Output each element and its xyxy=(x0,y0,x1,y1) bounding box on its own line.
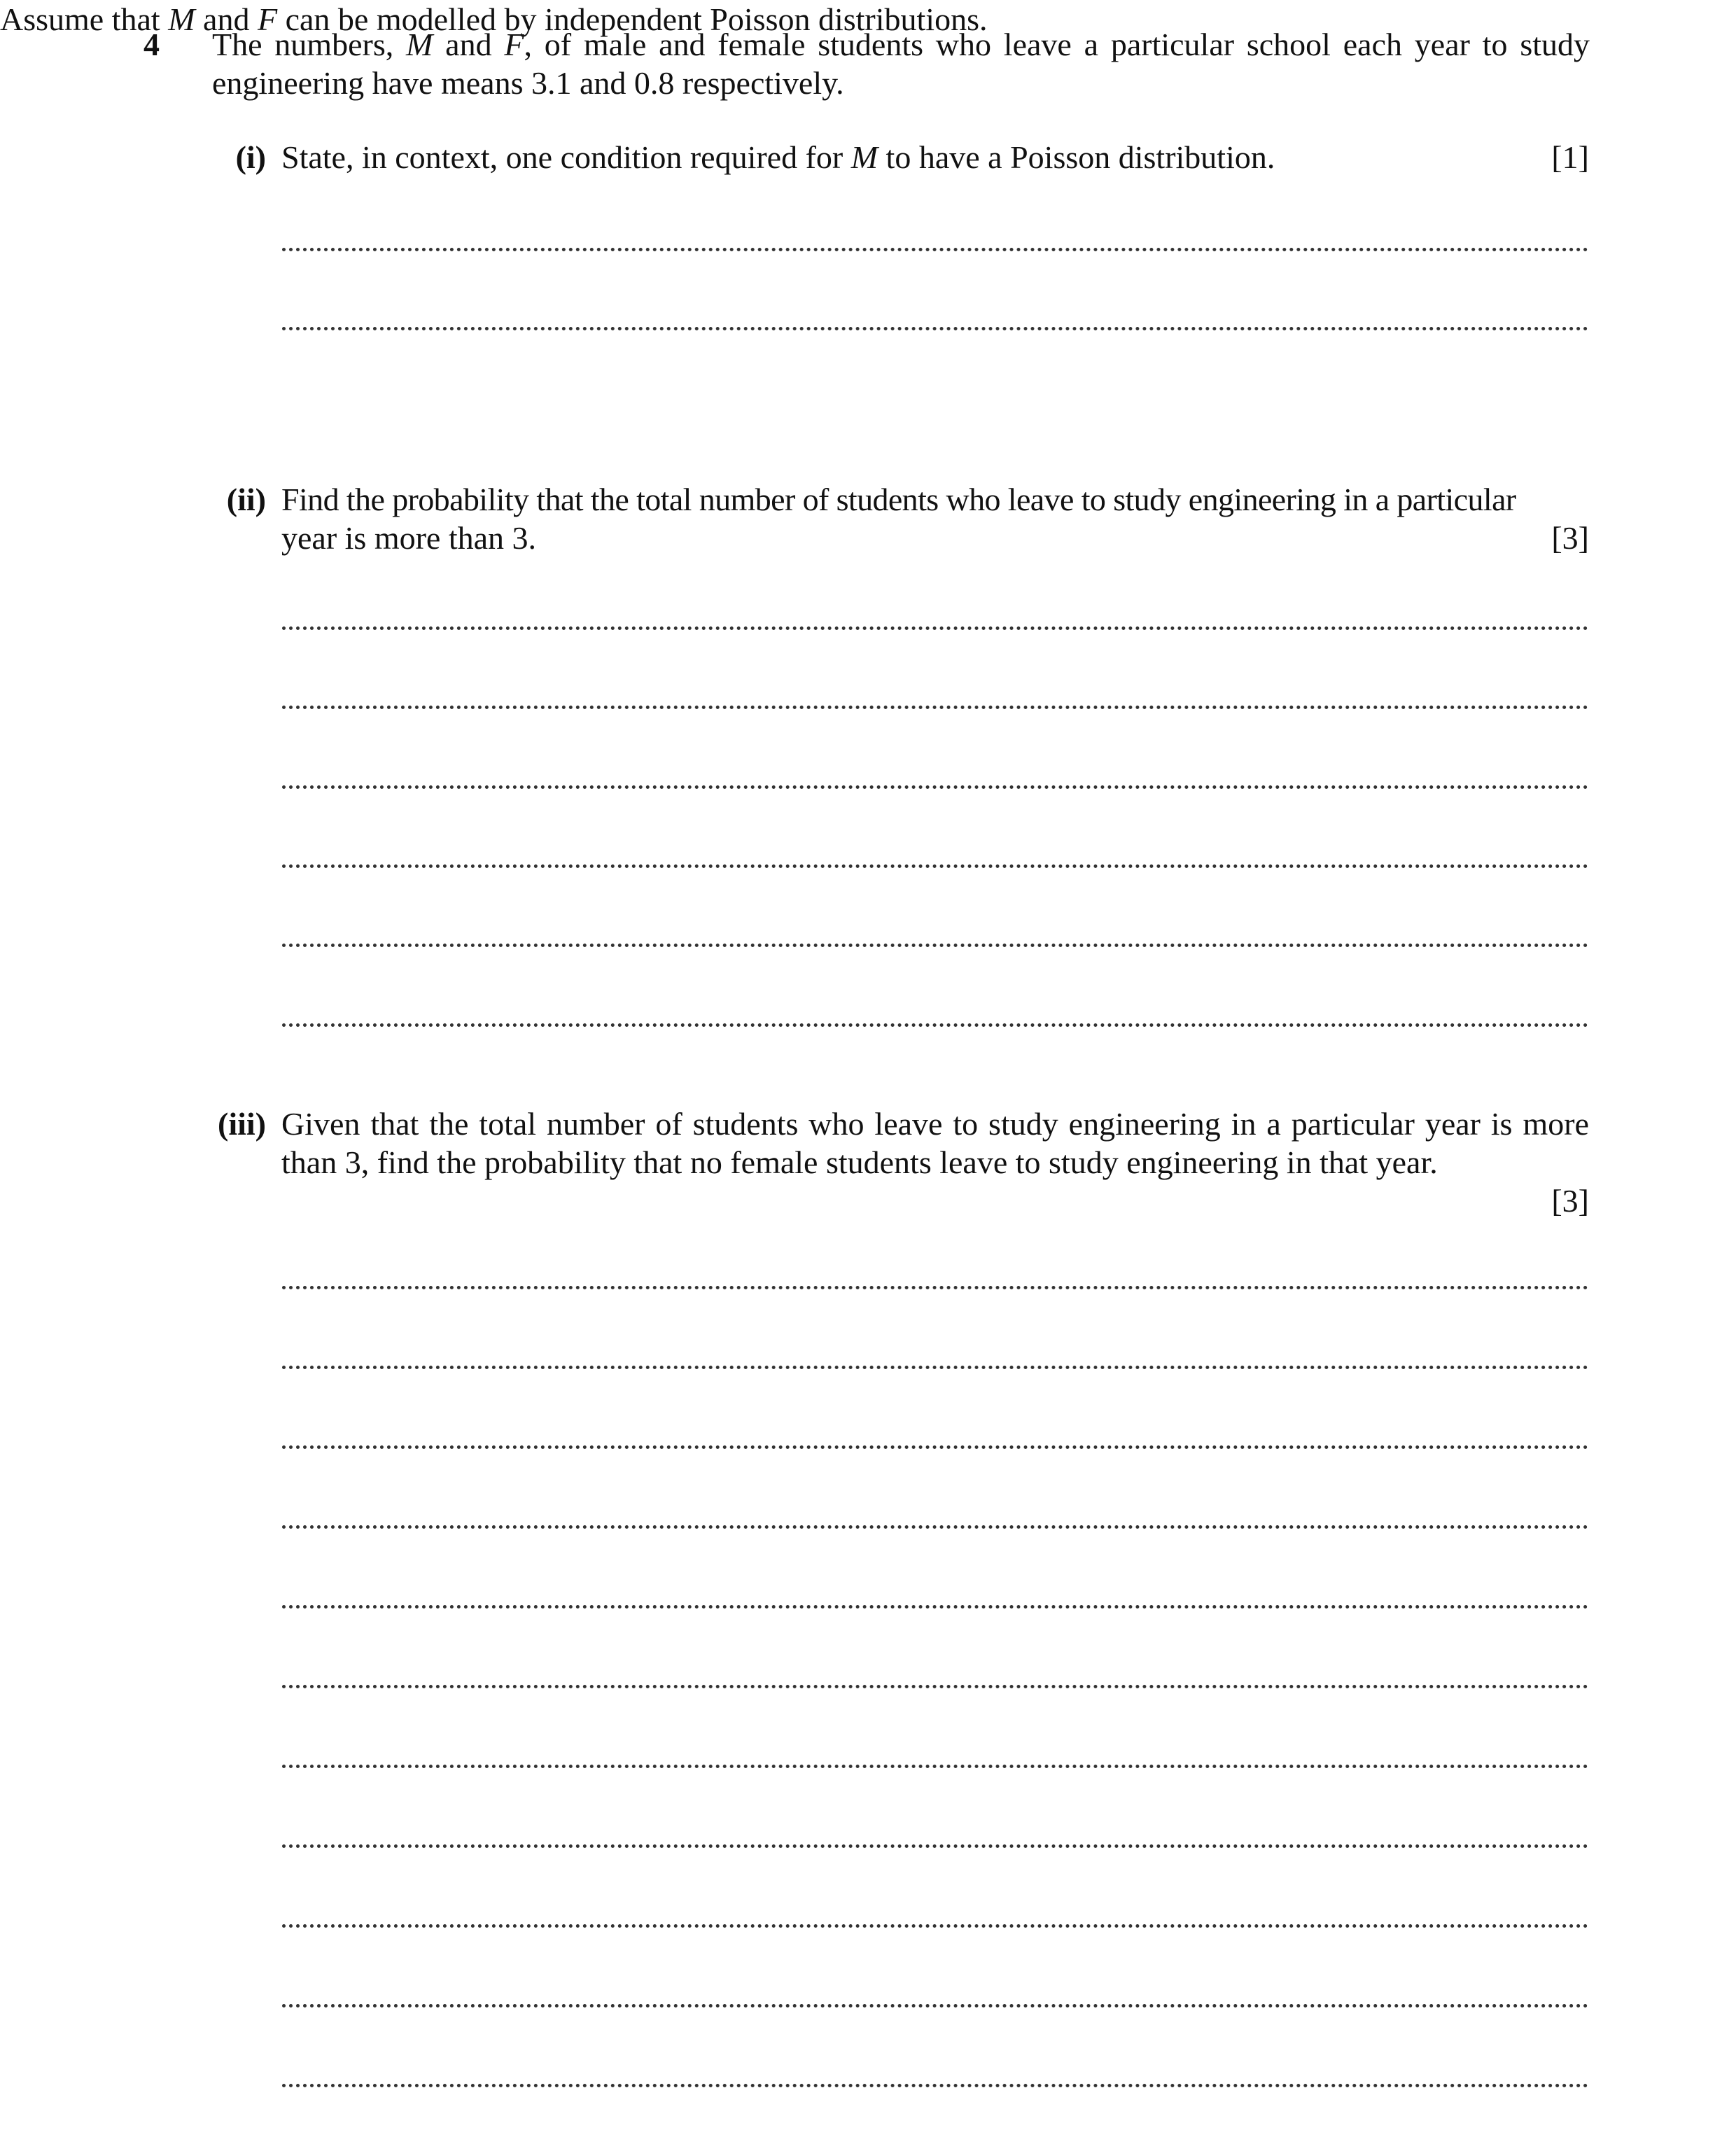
part-iii-marks: [3] xyxy=(1551,1183,1589,1219)
answer-line[interactable] xyxy=(282,1605,1588,1609)
answer-line[interactable] xyxy=(282,327,1588,330)
stem-text-3: , of male and female students who leave a particular school each year to study engineering have means 3.1 and 0.8 respectively. xyxy=(212,27,1590,101)
part-i-text xyxy=(281,138,1589,176)
answer-line[interactable] xyxy=(282,785,1588,789)
answer-line[interactable] xyxy=(282,1685,1588,1688)
part-i-marks: [1] xyxy=(1551,139,1589,175)
answer-line[interactable] xyxy=(282,1844,1588,1848)
answer-line[interactable] xyxy=(282,706,1588,709)
answer-line[interactable] xyxy=(282,1924,1588,1928)
assumption-text xyxy=(0,0,988,38)
question-number: 4 xyxy=(144,27,160,62)
answer-line[interactable] xyxy=(282,626,1588,630)
answer-line[interactable] xyxy=(282,1366,1588,1369)
answer-line[interactable] xyxy=(282,1765,1588,1768)
answer-line[interactable] xyxy=(282,2004,1588,2008)
part-ii-line-1: Find the probability that the total number of students who leave to study engineering in a particular xyxy=(281,482,1516,517)
part-iii-label: (iii) xyxy=(218,1106,266,1142)
assumption-text-2: and xyxy=(195,1,258,37)
variable-f: F xyxy=(504,27,524,62)
variable-m: M xyxy=(850,139,878,175)
part-ii-line-2: year is more than 3. xyxy=(281,520,537,556)
variable-m: M xyxy=(168,1,195,37)
part-i-text-1: State, in context, one condition required for xyxy=(281,139,851,175)
answer-line[interactable] xyxy=(282,864,1588,868)
assumption-text-1: Assume that xyxy=(0,1,169,37)
answer-line[interactable] xyxy=(282,1023,1588,1027)
answer-line[interactable] xyxy=(282,248,1588,251)
answer-line[interactable] xyxy=(282,2084,1588,2087)
variable-f: F xyxy=(257,1,278,37)
part-i-label: (i) xyxy=(235,139,266,175)
assumption-text-3: can be modelled by independent Poisson distributions. xyxy=(277,1,988,37)
part-ii-marks: [3] xyxy=(1551,520,1589,556)
answer-line[interactable] xyxy=(282,1525,1588,1529)
part-ii-label: (ii) xyxy=(226,482,266,517)
variable-m: M xyxy=(406,27,433,62)
part-iii-text: Given that the total number of students who leave to study engineering in a particular year is more than 3, find the probability that no female students leave to study engineering in that year. xyxy=(281,1106,1589,1180)
answer-line[interactable] xyxy=(282,1445,1588,1449)
stem-text-2: and xyxy=(433,27,505,62)
stem-text-1: The numbers, xyxy=(212,27,407,62)
answer-line[interactable] xyxy=(282,944,1588,947)
answer-line[interactable] xyxy=(282,1286,1588,1289)
part-i-text-2: to have a Poisson distribution. xyxy=(878,139,1275,175)
